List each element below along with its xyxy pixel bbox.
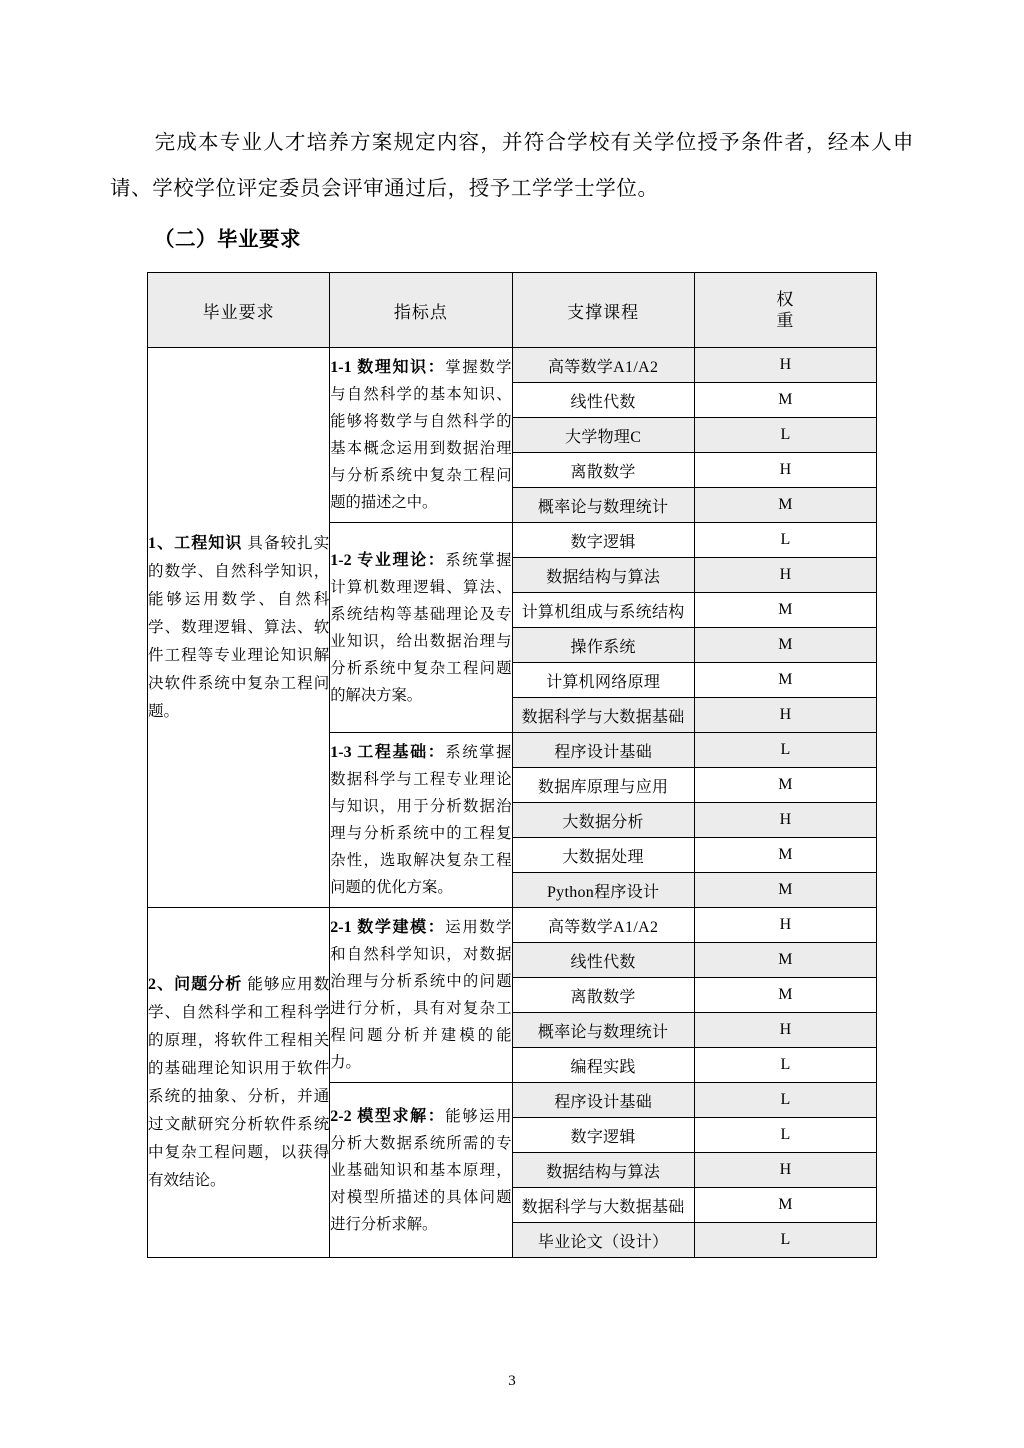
section-heading-text: （二）毕业要求	[154, 229, 301, 251]
table-header-row	[148, 273, 877, 348]
header-course: 支撑课程	[512, 273, 694, 348]
course-cell: 程序设计基础	[512, 1083, 694, 1118]
weight-cell: M	[694, 873, 876, 908]
weight-cell: H	[694, 698, 876, 733]
page-number: 3	[508, 1373, 516, 1389]
graduation-requirements-table	[147, 272, 877, 1258]
course-cell: 高等数学A1/A2	[512, 908, 694, 943]
requirement-text: 能够应用数学、自然科学和工程科学的原理，将软件工程相关的基础理论知识用于软件系统的抽象、分析，并通过文献研究分析软件系统中复杂工程问题，以获得有效结论。	[148, 975, 330, 1189]
header-weight-line1: 权	[776, 290, 795, 309]
weight-cell: H	[694, 348, 876, 383]
header-weight	[694, 273, 876, 348]
body-paragraph	[110, 120, 914, 212]
indicator-lead: 1-2 专业理论：	[330, 551, 446, 569]
table-row	[148, 908, 877, 943]
course-cell: 离散数学	[512, 453, 694, 488]
course-cell: 数据库原理与应用	[512, 768, 694, 803]
weight-cell: H	[694, 558, 876, 593]
table-row	[148, 348, 877, 383]
weight-cell: L	[694, 523, 876, 558]
requirement-lead: 2、问题分析	[148, 975, 243, 993]
weight-cell: M	[694, 488, 876, 523]
paragraph-text: 完成本专业人才培养方案规定内容，并符合学校有关学位授予条件者，经本人申请、学校学位评定委员会评审通过后，授予工学学士学位。	[110, 132, 914, 200]
header-requirement: 毕业要求	[148, 273, 330, 348]
indicator-text: 系统掌握计算机数理逻辑、算法、系统结构等基础理论及专业知识，给出数据治理与分析系统中复杂工程问题的解决方案。	[330, 551, 512, 704]
weight-cell: M	[694, 628, 876, 663]
course-cell: 线性代数	[512, 943, 694, 978]
weight-cell: M	[694, 593, 876, 628]
indicator-cell	[330, 733, 512, 908]
course-cell: Python程序设计	[512, 873, 694, 908]
weight-cell: L	[694, 418, 876, 453]
indicator-cell	[330, 908, 512, 1083]
course-cell: 概率论与数理统计	[512, 488, 694, 523]
weight-cell: H	[694, 908, 876, 943]
weight-cell: M	[694, 768, 876, 803]
indicator-lead: 2-1 数学建模：	[330, 919, 446, 936]
course-cell: 大数据处理	[512, 838, 694, 873]
weight-cell: L	[694, 1048, 876, 1083]
weight-cell: M	[694, 943, 876, 978]
course-cell: 操作系统	[512, 628, 694, 663]
course-cell: 数据结构与算法	[512, 558, 694, 593]
course-cell: 高等数学A1/A2	[512, 348, 694, 383]
weight-cell: L	[694, 733, 876, 768]
weight-cell: M	[694, 383, 876, 418]
course-cell: 毕业论文（设计）	[512, 1223, 694, 1258]
course-cell: 计算机网络原理	[512, 663, 694, 698]
indicator-cell	[330, 348, 512, 523]
course-cell: 数据科学与大数据基础	[512, 698, 694, 733]
weight-cell: L	[694, 1083, 876, 1118]
course-cell: 线性代数	[512, 383, 694, 418]
header-weight-line2: 重	[776, 311, 795, 330]
requirement-text: 具备较扎实的数学、自然科学知识，能够运用数学、自然科学、数理逻辑、算法、软件工程等专业理论知识解决软件系统中复杂工程问题。	[148, 534, 330, 720]
course-cell: 大学物理C	[512, 418, 694, 453]
requirement-cell	[148, 348, 330, 908]
weight-cell: L	[694, 1223, 876, 1258]
weight-cell: H	[694, 803, 876, 838]
indicator-text: 能够运用分析大数据系统所需的专业基础知识和基本原理，对模型所描述的具体问题进行分析求解。	[330, 1107, 512, 1233]
weight-cell: M	[694, 663, 876, 698]
course-cell: 离散数学	[512, 978, 694, 1013]
course-cell: 计算机组成与系统结构	[512, 593, 694, 628]
course-cell: 数据科学与大数据基础	[512, 1188, 694, 1223]
indicator-lead: 2-2 模型求解：	[330, 1107, 446, 1125]
course-cell: 数字逻辑	[512, 1118, 694, 1153]
indicator-lead: 1-1 数理知识：	[330, 359, 446, 376]
weight-cell: L	[694, 1118, 876, 1153]
course-cell: 大数据分析	[512, 803, 694, 838]
course-cell: 概率论与数理统计	[512, 1013, 694, 1048]
indicator-text: 系统掌握数据科学与工程专业理论与知识，用于分析数据治理与分析系统中的工程复杂性，选取解决复杂工程问题的优化方案。	[330, 744, 512, 896]
course-cell: 数字逻辑	[512, 523, 694, 558]
requirement-lead: 1、工程知识	[148, 534, 243, 552]
requirement-cell	[148, 908, 330, 1258]
weight-cell: H	[694, 1153, 876, 1188]
section-heading	[110, 218, 914, 262]
course-cell: 程序设计基础	[512, 733, 694, 768]
weight-cell: H	[694, 1013, 876, 1048]
indicator-cell	[330, 1083, 512, 1258]
weight-cell: M	[694, 978, 876, 1013]
weight-cell: M	[694, 838, 876, 873]
indicator-lead: 1-3 工程基础：	[330, 744, 446, 761]
indicator-text: 掌握数学与自然科学的基本知识、能够将数学与自然科学的基本概念运用到数据治理与分析系统中复杂工程问题的描述之中。	[330, 359, 512, 511]
header-indicator: 指标点	[330, 273, 512, 348]
weight-cell: M	[694, 1188, 876, 1223]
weight-cell: H	[694, 453, 876, 488]
course-cell: 编程实践	[512, 1048, 694, 1083]
course-cell: 数据结构与算法	[512, 1153, 694, 1188]
indicator-cell	[330, 523, 512, 733]
indicator-text: 运用数学和自然科学知识，对数据治理与分析系统中的问题进行分析，具有对复杂工程问题分析并建模的能力。	[330, 919, 512, 1071]
